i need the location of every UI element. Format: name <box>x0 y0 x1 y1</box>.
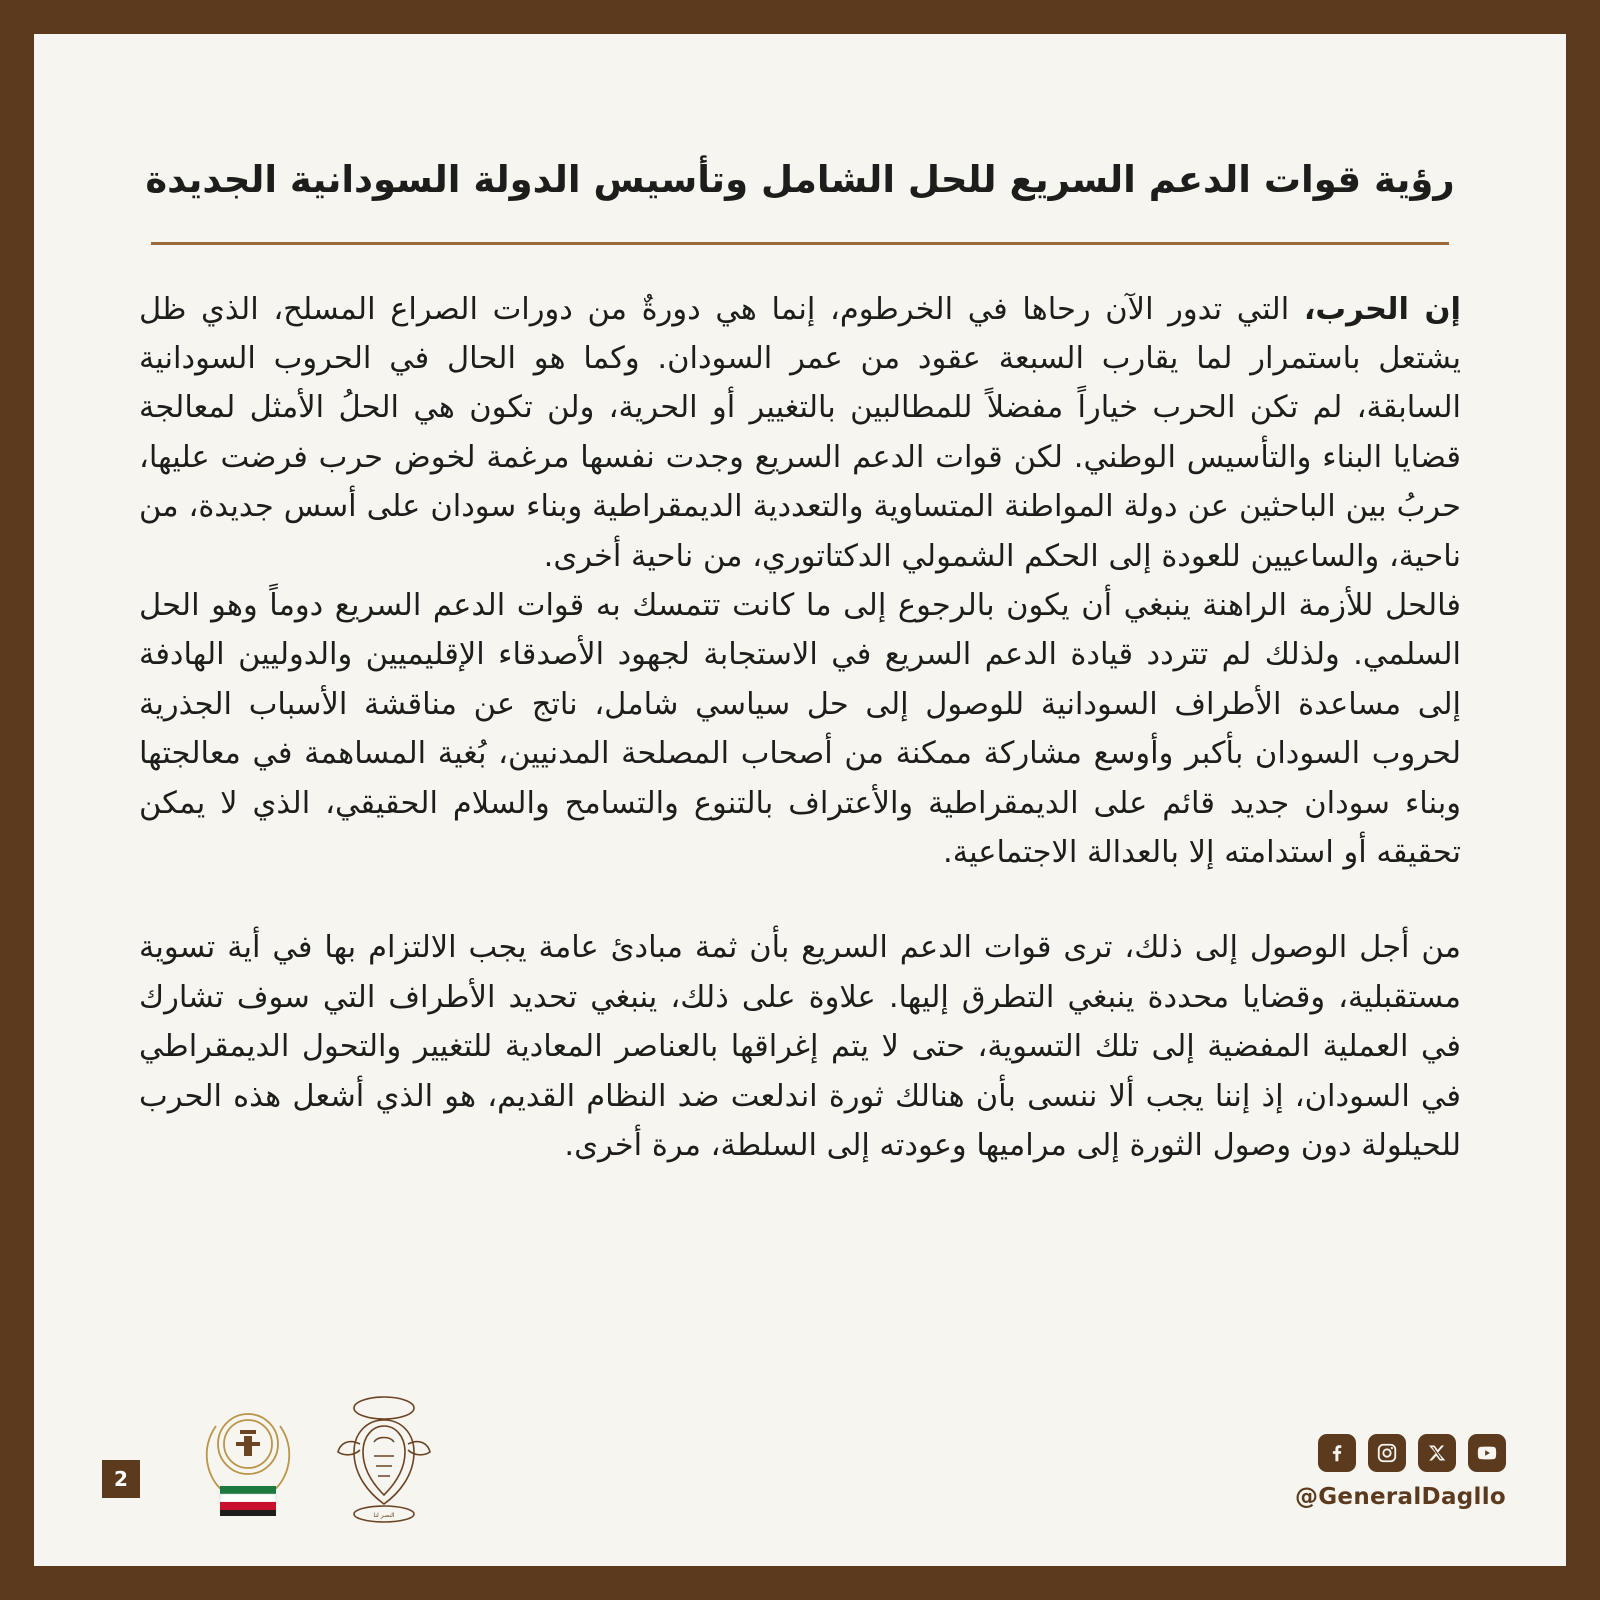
paragraph-1-lead: إن الحرب، <box>1303 291 1462 327</box>
page-footer <box>34 1336 1566 1566</box>
paragraph-3-text: من أجل الوصول إلى ذلك، ترى قوات الدعم السريع بأن ثمة مبادئ عامة يجب الالتزام بها في أية تسوية مستقبلية، وقضايا محددة ينبغي التطرق إليها. علاوة على ذلك، ينبغي تحديد الأطراف التي سوف تشارك في العملية المفضية إلى تلك التسوية، حتى لا يتم إغراقها بالعناصر المعادية للتغيير والتحول الديمقراطي في السودان، إذ إننا يجب ألا ننسى بأن هنالك ثورة اندلعت ضد النظام القديم، هو الذي أشعل هذه الحرب للحيلولة دون وصول الثورة إلى مراميها وعودته إلى السلطة، مرة أخرى. <box>139 930 1461 1163</box>
paragraph-2 <box>139 581 1461 877</box>
page-number-badge: 2 <box>102 1460 140 1498</box>
paragraph-3 <box>139 923 1461 1170</box>
x-twitter-icon[interactable] <box>1418 1434 1456 1472</box>
page-title: رؤية قوات الدعم السريع للحل الشامل وتأسيس الدولة السودانية الجديدة <box>145 158 1455 201</box>
sudan-national-emblem <box>330 1386 438 1524</box>
youtube-icon[interactable] <box>1468 1434 1506 1472</box>
emblem-group <box>194 1386 438 1524</box>
svg-text:النصر لنا: النصر لنا <box>373 1512 395 1519</box>
paragraph-2-text: فالحل للأزمة الراهنة ينبغي أن يكون بالرجوع إلى ما كانت تتمسك به قوات الدعم السريع دوماً وهو الحل السلمي. ولذلك لم تتردد قيادة الدعم السريع في الاستجابة لجهود الأصدقاء الإقليميين والدوليين الهادفة إلى مساعدة الأطراف السودانية للوصول إلى حل سياسي شامل، ناتج عن مناقشة الأسباب الجذرية لحروب السودان بأكبر وأوسع مشاركة ممكنة من أصحاب المصلحة المدنيين، بُغية المساهمة في معالجتها وبناء سودان جديد قائم على الديمقراطية والأعتراف بالتنوع والتسامح والسلام الحقيقي، الذي لا يمكن تحقيقه أو استدامته إلا بالعدالة الاجتماعية. <box>139 587 1461 870</box>
social-block <box>1295 1434 1506 1510</box>
paragraph-1-text: التي تدور الآن رحاها في الخرطوم، إنما هي دورةٌ من دورات الصراع المسلح، الذي ظل يشتعل باستمرار لما يقارب السبعة عقود من عمر السودان. وكما هو الحال في الحروب السودانية السابقة، لم تكن الحرب خياراً مفضلاً للمطالبين بالتغيير أو الحرية، ولن تكون هي الحلُ الأمثل لمعالجة قضايا البناء والتأسيس الوطني. لكن قوات الدعم السريع وجدت نفسها مرغمة لخوض حرب فرضت عليها، حربُ بين الباحثين عن دولة المواطنة المتساوية والتعددية الديمقراطية وبناء سودان على أسس جديدة، من ناحية، والساعيين للعودة إلى الحكم الشمولي الدكتاتوري، من ناحية أخرى. <box>139 291 1461 574</box>
social-handle: @GeneralDagllo <box>1294 1484 1506 1510</box>
document-page <box>34 34 1566 1566</box>
title-divider <box>151 242 1449 245</box>
paragraph-1 <box>139 285 1461 581</box>
rsf-emblem <box>194 1386 302 1524</box>
document-body <box>139 285 1461 1171</box>
social-icons <box>1295 1434 1506 1472</box>
facebook-icon[interactable] <box>1318 1434 1356 1472</box>
instagram-icon[interactable] <box>1368 1434 1406 1472</box>
